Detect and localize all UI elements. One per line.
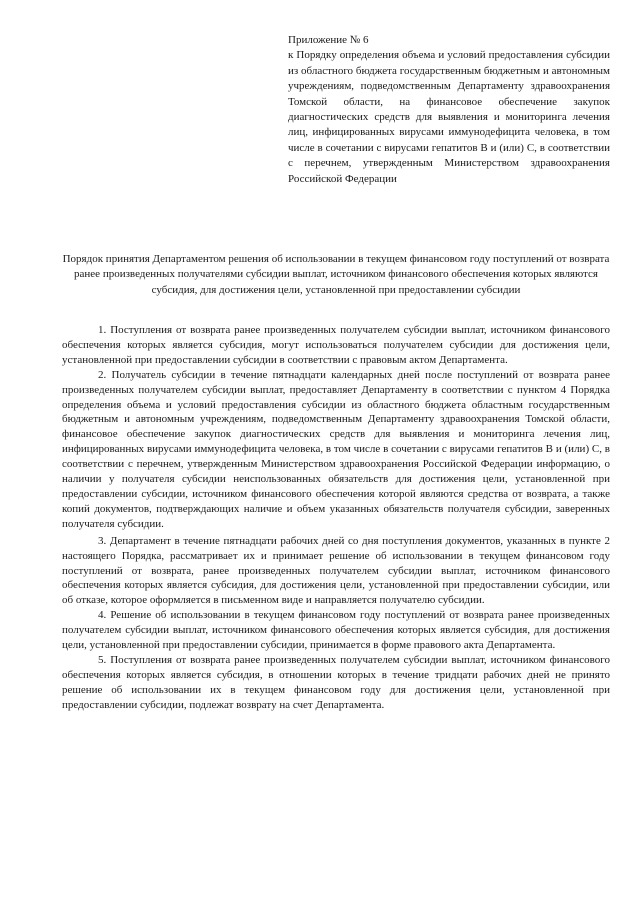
- appendix-header: [288, 33, 610, 187]
- paragraph-5: 5. Поступления от возврата ранее произведенных получателем субсидии выплат, источником финансового обеспечения которых является субсидия, в отношении которых в течение тридцати рабочих дней не принято решение об использовании их в текущем финансовом году для достижения цели, установленной при предоставлении субсидии, подлежат возврату на счет Департамента.: [62, 653, 610, 711]
- appendix-reference-text: к Порядку определения объема и условий предоставления субсидии из областного бюджета государственным бюджетным и автономным учреждениям, подведомственным Департаменту здравоохранения Томской области, на финансовое обеспечение закупок диагностических средств для выявления и мониторинга лечения лиц, инфицированных вирусами иммунодефицита человека, в том числе в сочетании с вирусами гепатитов B и (или) C, в соответствии с перечнем, утвержденным Министерством здравоохранения Российской Федерации: [288, 49, 610, 185]
- document-title: Порядок принятия Департаментом решения об использовании в текущем финансовом году поступлений от возврата ранее произведенных получателями субсидии выплат, источником финансового обеспечения которых являются субсидия, для достижения цели, установленной при предоставлении субсидии: [62, 253, 610, 296]
- document-body: [62, 323, 610, 713]
- paragraph-3: 3. Департамент в течение пятнадцати рабочих дней со дня поступления документов, указанных в пункте 2 настоящего Порядка, рассматривает их и принимает решение об использовании в текущем финансовом году поступлений от возврата, ранее произведенных получателем субсидии выплат, источником финансового обеспечения которых является субсидия, для достижения цели, установленной при предоставлении субсидии, или об отказе, которое оформляется в письменном виде и направляется получателю субсидии.: [62, 534, 610, 607]
- paragraph-4: 4. Решение об использовании в текущем финансовом году поступлений от возврата ранее произведенных получателем субсидии выплат, источником финансового обеспечения которых является субсидия, для достижения цели, установленной при предоставлении субсидии, принимается в форме правового акта Департамента.: [62, 609, 610, 652]
- paragraph-1: 1. Поступления от возврата ранее произведенных получателем субсидии выплат, источником финансового обеспечения которых является субсидия, могут использоваться получателем субсидии для достижения цели, установленной при предоставлении субсидии в соответствии с правовым актом Департамента.: [62, 324, 610, 366]
- appendix-number: Приложение № 6: [288, 34, 369, 46]
- paragraph-2: 2. Получатель субсидии в течение пятнадцати календарных дней после поступлений от возврата ранее произведенных получателем субсидии выплат, предоставляет Департаменту в соответствии с пунктом 4 Порядка определения объема и условий предоставления субсидии из областного бюджета областным государственным бюджетным и автономным учреждениям, подведомственным Департаменту здравоохранения Томской области, финансовое обеспечение закупок диагностических средств для выявления и мониторинга лечения лиц, инфицированных вирусами иммунодефицита человека, в том числе в сочетании с вирусами гепатитов B и (или) C, в соответствии с перечнем, утвержденным Министерством здравоохранения Российской Федерации информацию, о наличии у получателя субсидии неиспользованных обязательств для достижения цели, установленной при предоставлении субсидии, источником финансового обеспечения которой являются средства от возврата, а также копий документов, подтверждающих наличие и объем указанных обязательств получателя субсидии, заверенных получателя субсидии.: [62, 368, 610, 530]
